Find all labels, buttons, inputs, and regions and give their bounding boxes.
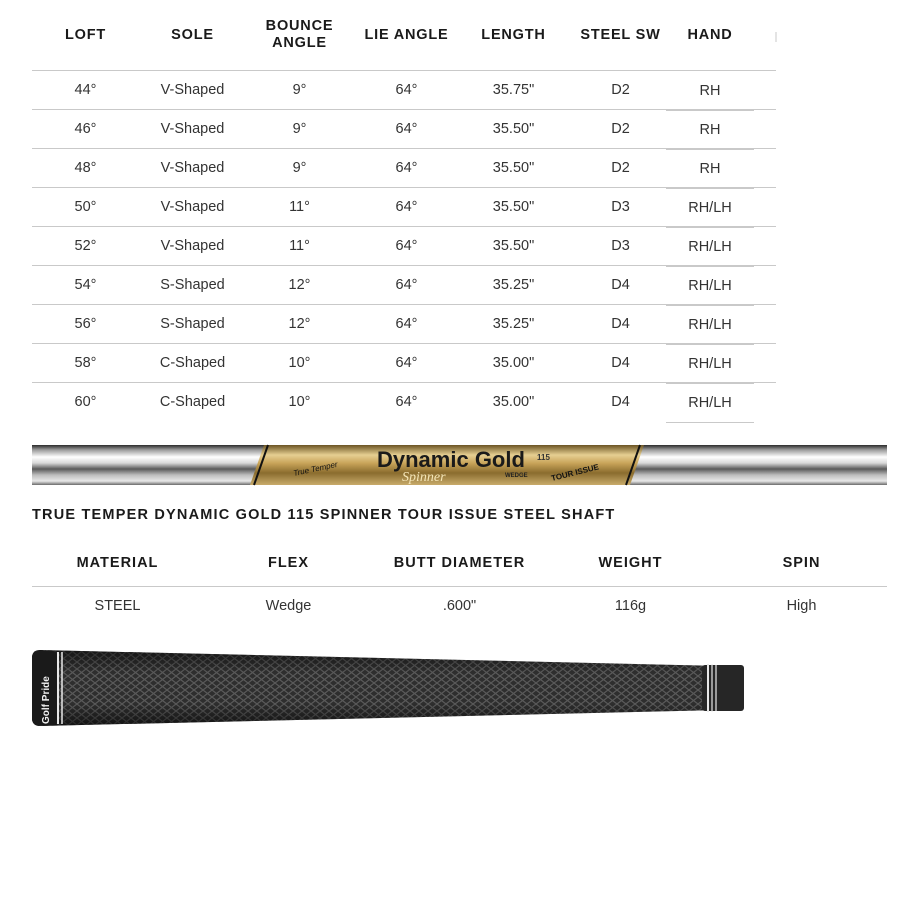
cell-loft: 48° [74, 160, 97, 176]
cell-loft: 56° [74, 316, 97, 332]
cell-hand: RH/LH [666, 267, 754, 306]
cell-loft: 52° [74, 238, 97, 254]
cell-lie-angle: 64° [395, 160, 418, 176]
cell-lie-angle: 64° [395, 199, 418, 215]
shaft-sub-text: Spinner [402, 470, 446, 485]
cell-length: 35.00" [492, 355, 535, 371]
cell-steel-sw: D3 [611, 238, 630, 254]
cell-lie-angle: 64° [395, 355, 418, 371]
cell-steel-sw: D2 [611, 82, 630, 98]
header-spin: SPIN [782, 555, 821, 571]
header-lie-angle: LIE ANGLE [364, 26, 449, 43]
cell-length: 35.50" [492, 199, 535, 215]
cell-length: 35.50" [492, 238, 535, 254]
cell-length: 35.25" [492, 277, 535, 293]
header-material: MATERIAL [76, 555, 159, 571]
cell-hand: RH [666, 72, 754, 111]
header-hand: HAND [687, 26, 733, 43]
value-spin: High [786, 598, 817, 614]
cell-length: 35.25" [492, 316, 535, 332]
cell-loft: 44° [74, 82, 97, 98]
value-flex: Wedge [265, 598, 312, 614]
cell-hand: RH/LH [666, 384, 754, 423]
shaft-graphic [32, 443, 887, 487]
cell-bounce-angle: 9° [292, 121, 307, 137]
specs-row [32, 305, 776, 344]
cell-bounce-angle: 9° [292, 160, 307, 176]
shaft-title: TRUE TEMPER DYNAMIC GOLD 115 SPINNER TOUR ISSUE STEEL SHAFT [32, 507, 616, 523]
shaft-issue-text: TOUR ISSUE [550, 462, 600, 483]
grip-brand-text: Golf Pride [41, 676, 52, 724]
cell-lie-angle: 64° [395, 121, 418, 137]
cell-bounce-angle: 9° [292, 82, 307, 98]
table-edge-mark [775, 32, 777, 42]
cell-sole: V-Shaped [160, 121, 225, 137]
cell-hand: RH/LH [666, 228, 754, 267]
shaft-name-text: Dynamic Gold [377, 447, 525, 472]
cell-lie-angle: 64° [395, 277, 418, 293]
cell-hand: RH [666, 111, 754, 150]
cell-bounce-angle: 12° [288, 316, 311, 332]
shaft-specs-table [32, 540, 887, 625]
cell-steel-sw: D4 [611, 277, 630, 293]
header-flex: FLEX [267, 555, 310, 571]
shaft-sub2-text: WEDGE [505, 473, 528, 479]
value-weight: 116g [614, 598, 647, 614]
cell-bounce-angle: 11° [289, 199, 310, 215]
shaft-image [32, 443, 887, 487]
value-butt-diameter: .600" [442, 598, 477, 614]
cell-lie-angle: 64° [395, 316, 418, 332]
cell-hand: RH [666, 150, 754, 189]
specs-row [32, 149, 776, 188]
cell-lie-angle: 64° [395, 238, 418, 254]
cell-sole: S-Shaped [160, 316, 225, 332]
specs-header-row [32, 0, 776, 71]
cell-sole: V-Shaped [160, 238, 225, 254]
cell-length: 35.75" [492, 82, 535, 98]
shaft-specs-row [32, 587, 887, 625]
cell-loft: 50° [74, 199, 97, 215]
cell-length: 35.00" [492, 394, 535, 410]
cell-sole: C-Shaped [159, 394, 226, 410]
grip-image [32, 648, 747, 728]
specs-row [32, 188, 776, 227]
shaft-model-text: 115 [537, 453, 550, 462]
wedge-specs-table [32, 0, 776, 421]
cell-lie-angle: 64° [395, 394, 418, 410]
cell-loft: 60° [74, 394, 97, 410]
cell-bounce-angle: 12° [288, 277, 311, 293]
cell-sole: V-Shaped [160, 160, 225, 176]
value-material: STEEL [94, 598, 141, 614]
header-sole: SOLE [171, 26, 214, 43]
header-weight: WEIGHT [598, 555, 663, 571]
specs-row [32, 110, 776, 149]
cell-steel-sw: D2 [611, 121, 630, 137]
specs-row [32, 344, 776, 383]
cell-sole: V-Shaped [160, 199, 225, 215]
header-steel-sw: STEEL SW [580, 26, 661, 43]
grip-graphic [32, 648, 747, 728]
header-length: LENGTH [481, 26, 546, 43]
cell-bounce-angle: 10° [288, 394, 311, 410]
cell-sole: V-Shaped [160, 82, 225, 98]
header-butt-diameter: BUTT DIAMETER [393, 555, 526, 571]
header-bounce-angle: BOUNCE ANGLE [265, 18, 334, 51]
cell-length: 35.50" [492, 160, 535, 176]
cell-loft: 58° [74, 355, 97, 371]
cell-bounce-angle: 10° [288, 355, 311, 371]
cell-length: 35.50" [492, 121, 535, 137]
cell-steel-sw: D4 [611, 394, 630, 410]
specs-row [32, 266, 776, 305]
cell-steel-sw: D2 [611, 160, 630, 176]
cell-lie-angle: 64° [395, 82, 418, 98]
header-loft: LOFT [64, 26, 107, 43]
shaft-brand-text: True Temper [292, 459, 339, 478]
cell-hand: RH/LH [666, 189, 754, 228]
cell-loft: 46° [74, 121, 97, 137]
cell-sole: S-Shaped [160, 277, 225, 293]
specs-row [32, 71, 776, 110]
shaft-specs-header-row [32, 540, 887, 587]
cell-steel-sw: D4 [611, 355, 630, 371]
cell-steel-sw: D3 [611, 199, 630, 215]
specs-body [32, 71, 776, 421]
cell-steel-sw: D4 [611, 316, 630, 332]
cell-sole: C-Shaped [159, 355, 226, 371]
specs-row [32, 227, 776, 266]
cell-bounce-angle: 11° [289, 238, 310, 254]
cell-hand: RH/LH [666, 345, 754, 384]
specs-row [32, 383, 776, 421]
cell-hand: RH/LH [666, 306, 754, 345]
cell-loft: 54° [74, 277, 97, 293]
